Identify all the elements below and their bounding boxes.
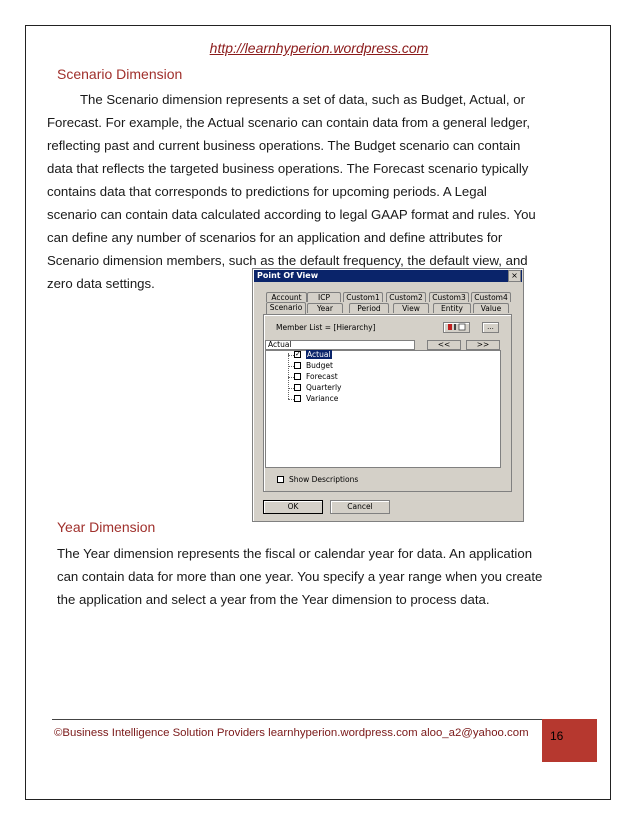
tab-period[interactable]: Period [349, 303, 389, 313]
checkbox-icon[interactable] [294, 384, 301, 391]
scenario-heading: Scenario Dimension [57, 66, 183, 82]
year-heading: Year Dimension [57, 519, 156, 535]
tree-item-label: Budget [306, 361, 333, 370]
tree-item-label: Actual [307, 350, 331, 359]
scenario-line-8: Scenario dimension members, such as the default frequency, the default view, and [47, 253, 528, 268]
ok-button[interactable]: OK [263, 500, 323, 514]
header-link[interactable]: http://learnhyperion.wordpress.com [209, 40, 429, 56]
tab-year[interactable]: Year [307, 303, 343, 313]
scenario-line-3: reflecting past and current business operations. The Budget scenario can contain [47, 138, 521, 153]
dialog-title: Point Of View [254, 270, 522, 282]
tab-entity[interactable]: Entity [433, 303, 471, 313]
previous-button[interactable]: << [427, 340, 461, 350]
next-button[interactable]: >> [466, 340, 500, 350]
tree-item-label: Quarterly [306, 383, 342, 392]
tab-custom1[interactable]: Custom1 [343, 292, 383, 302]
year-line-2: can contain data for more than one year. You specify a year range when you create [57, 569, 543, 584]
scenario-line-2: Forecast. For example, the Actual scenario can contain data from a general ledger, [47, 115, 531, 130]
checkbox-icon[interactable] [294, 362, 301, 369]
close-icon[interactable]: × [508, 270, 521, 282]
hierarchy-icon [446, 323, 468, 331]
tree-item-variance[interactable] [294, 394, 338, 404]
checkbox-icon[interactable] [277, 476, 284, 483]
ellipsis-button[interactable]: ... [482, 322, 499, 333]
year-line-1: The Year dimension represents the fiscal or calendar year for data. An application [57, 546, 533, 561]
hierarchy-toggle-button[interactable] [443, 322, 470, 333]
page-number: 16 [550, 729, 564, 743]
tab-icp[interactable]: ICP [307, 292, 341, 302]
tab-custom2[interactable]: Custom2 [386, 292, 426, 302]
tree-item-label: Variance [306, 394, 339, 403]
checked-checkbox-icon[interactable]: ✓ [295, 349, 301, 358]
tab-custom4[interactable]: Custom4 [471, 292, 511, 302]
tab-value[interactable]: Value [473, 303, 509, 313]
scenario-line-1: The Scenario dimension represents a set of data, such as Budget, Actual, or [80, 92, 525, 107]
footer-divider [52, 719, 542, 720]
show-descriptions-label: Show Descriptions [289, 475, 359, 484]
checkbox-icon[interactable] [294, 395, 301, 402]
tree-item-quarterly[interactable] [294, 383, 342, 393]
cancel-button[interactable]: Cancel [330, 500, 390, 514]
scenario-line-5: contains data that corresponds to predictions for upcoming periods. A Legal [47, 184, 487, 199]
tab-view[interactable]: View [393, 303, 429, 313]
tab-custom3[interactable]: Custom3 [429, 292, 469, 302]
tree-item-budget[interactable] [294, 361, 333, 371]
scenario-line-9: zero data settings. [47, 276, 155, 291]
tree-connector [288, 353, 289, 399]
scenario-line-4: data that reflects the targeted business operations. The Forecast scenario typically [47, 161, 529, 176]
tree-item-label: Forecast [306, 372, 338, 381]
member-search-input[interactable]: Actual [265, 340, 415, 350]
scenario-line-6: scenario can contain data calculated according to legal GAAP format and rules. You [47, 207, 536, 222]
show-descriptions-checkbox[interactable] [277, 475, 358, 484]
year-line-3: the application and select a year from the Year dimension to process data. [57, 592, 490, 607]
footer-text: ©Business Intelligence Solution Providers learnhyperion.wordpress.com aloo_a2@yahoo.com [54, 727, 529, 739]
tab-account[interactable]: Account [266, 292, 307, 302]
checkbox-icon[interactable] [294, 373, 301, 380]
member-list-label: Member List = [Hierarchy] [276, 323, 376, 332]
tab-scenario[interactable]: Scenario [266, 302, 306, 314]
tree-item-actual[interactable] [294, 350, 332, 360]
scenario-line-7: can define any number of scenarios for an application and define attributes for [47, 230, 503, 245]
point-of-view-dialog [252, 268, 524, 522]
tree-item-forecast[interactable] [294, 372, 338, 382]
